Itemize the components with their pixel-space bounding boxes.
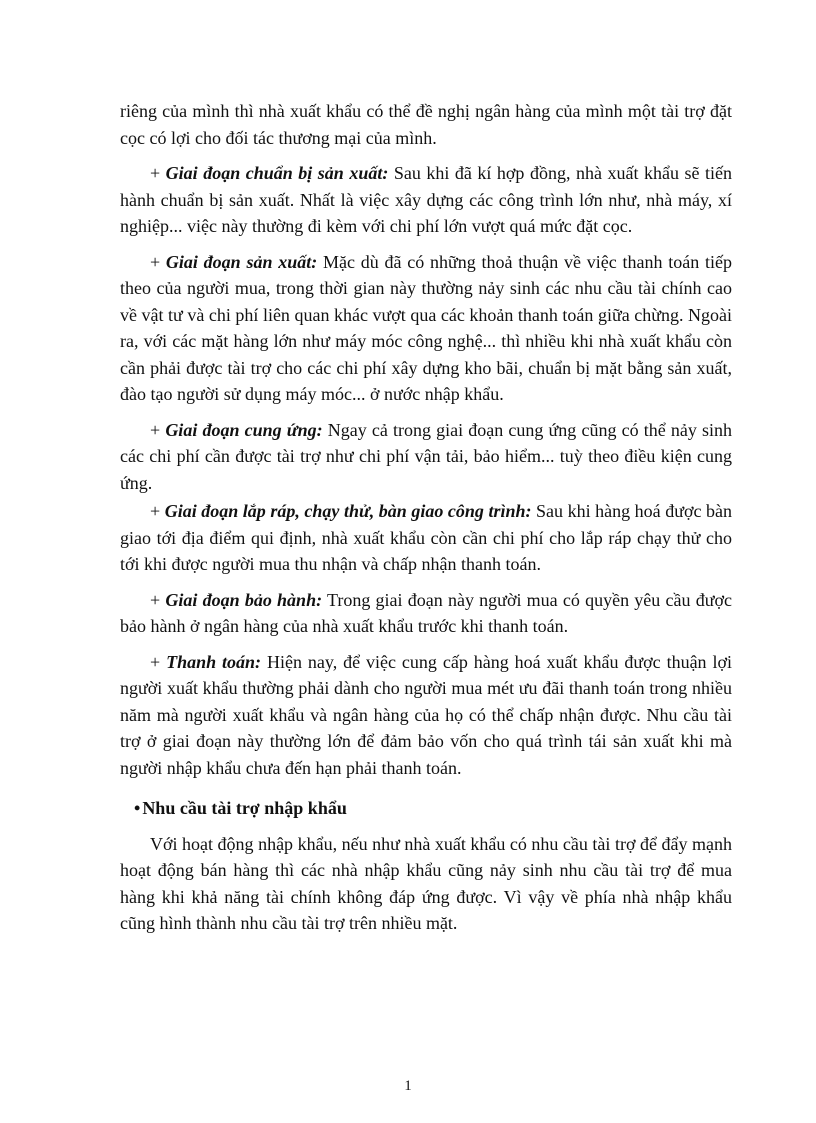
paragraph-term: Giai đoạn bảo hành:	[165, 589, 323, 610]
paragraph-text: Mặc dù đã có những thoả thuận về việc thanh toán tiếp theo của người mua, trong thời gian này thường nảy sinh các nhu cầu tài chính cao về vật tư và chi phí liên quan khác vượt qua các khoản thanh toán giữa chừng. Ngoài ra, với các mặt hàng lớn như máy móc công nghệ... thì nhiều khi nhà xuất khẩu còn cần phải được tài trợ cho các chi phí xây dựng kho bãi, chuẩn bị mặt bằng sản xuất, đào tạo người sử dụng máy móc... ở nước nhập khẩu.	[120, 251, 732, 404]
paragraph-term: Giai đoạn cung ứng:	[165, 419, 323, 440]
paragraph-warranty	[120, 587, 732, 640]
paragraph-payment	[120, 649, 732, 782]
paragraph-prefix: +	[150, 251, 166, 272]
paragraph-supply	[120, 417, 732, 497]
paragraph-prefix: +	[150, 163, 166, 183]
section-heading-text: Nhu cầu tài trợ nhập khẩu	[142, 798, 347, 818]
paragraph-term: Giai đoạn chuẩn bị sản xuất:	[165, 163, 389, 183]
paragraph-text: Với hoạt động nhập khẩu, nếu như nhà xuất khẩu có nhu cầu tài trợ để đẩy mạnh hoạt động bán hàng thì các nhà nhập khẩu cũng nảy sinh nhu cầu tài trợ để mua hàng khi khả năng tài chính không đáp ứng được. Vì vậy về phía nhà nhập khẩu cũng hình thành nhu cầu tài trợ trên nhiều mặt.	[120, 833, 732, 933]
paragraph-prefix: +	[150, 419, 166, 440]
paragraph-text: Ngay cả trong giai đoạn cung ứng cũng có thể nảy sinh các chi phí cần được tài trợ như chi phí vận tải, bảo hiểm... tuỳ theo điều kiện cung ứng.	[120, 419, 733, 493]
paragraph-term: Giai đoạn sản xuất:	[165, 251, 318, 272]
paragraph-term: Giai đoạn lắp ráp, chạy thử, bàn giao công trình:	[164, 501, 532, 521]
paragraph-prefix: +	[150, 651, 167, 672]
paragraph-text: Sau khi hàng hoá được bàn giao tới địa điểm qui định, nhà xuất khẩu còn cần chi phí cho lắp ráp chạy thử cho tới khi được người mua thu nhận và chấp nhận thanh toán.	[120, 501, 733, 574]
paragraph-continuation	[120, 98, 732, 151]
document-body	[120, 98, 732, 937]
paragraph-production	[120, 249, 732, 408]
paragraph-text: Hiện nay, để việc cung cấp hàng hoá xuất khẩu được thuận lợi người xuất khẩu thường phải dành cho người mua mét ưu đãi thanh toán trong nhiều năm mà người xuất khẩu và ngân hàng của họ có thể chấp nhận được. Nhu cầu tài trợ ở giai đoạn này thường lớn để đảm bảo vốn cho quá trình tái sản xuất khi mà người nhập khẩu chưa đến hạn phải thanh toán.	[120, 651, 732, 778]
bullet-icon: •	[134, 798, 141, 818]
paragraph-prefix: +	[150, 589, 166, 610]
section-heading	[120, 795, 732, 822]
paragraph-text: Sau khi đã kí hợp đồng, nhà xuất khẩu sẽ tiến hành chuẩn bị sản xuất. Nhất là việc xây dựng các công trình lớn như, nhà máy, xí nghiệp... việc này thường đi kèm với chi phí lớn vượt quá mức đặt cọc.	[120, 163, 732, 236]
paragraph-production-preparation	[120, 160, 732, 240]
paragraph-text: Trong giai đoạn này người mua có quyền yêu cầu được bảo hành ở ngân hàng của nhà xuất khẩu trước khi thanh toán.	[120, 589, 732, 636]
paragraph-text: riêng của mình thì nhà xuất khẩu có thể đề nghị ngân hàng của mình một tài trợ đặt cọc có lợi cho đối tác thương mại của mình.	[120, 101, 732, 148]
paragraph-assembly	[120, 498, 732, 578]
paragraph-term: Thanh toán:	[166, 651, 262, 672]
paragraph-prefix: +	[150, 501, 165, 521]
paragraph-import-needs	[120, 831, 732, 937]
page-number: 1	[404, 1078, 412, 1094]
